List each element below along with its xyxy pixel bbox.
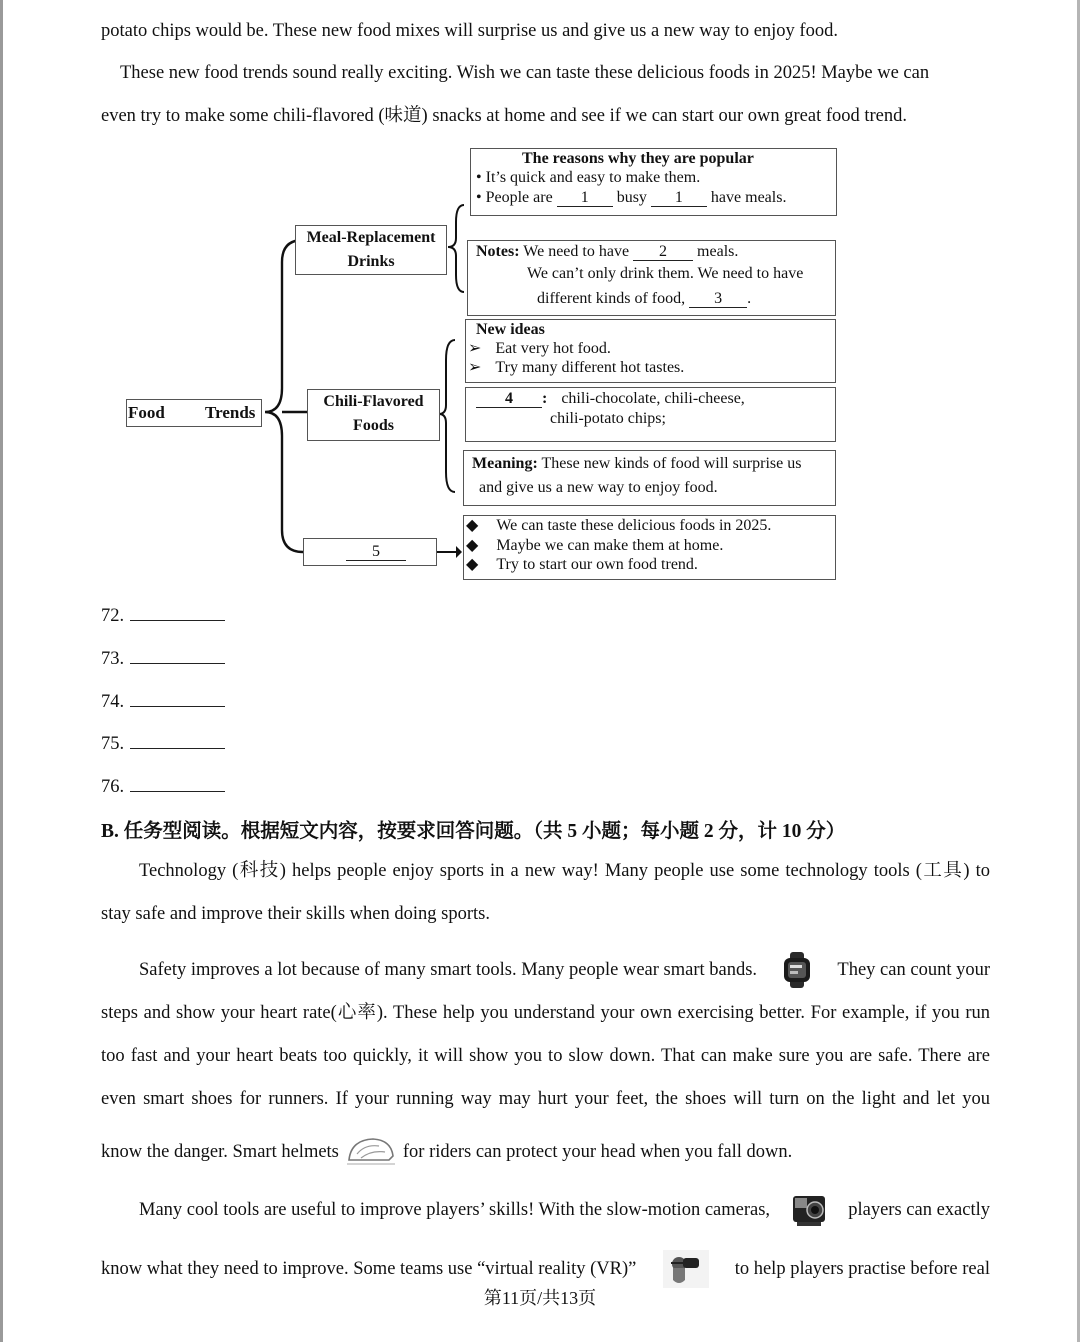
bullet-icon: •	[476, 189, 486, 206]
passage-line: even smart shoes for runners. If your running way may hurt your feet, the shoes will turn on the light and let you	[101, 1089, 990, 1109]
root-label-food: Food	[128, 403, 165, 422]
passage-line	[101, 1250, 990, 1288]
future-item: Try to start our own food trend.	[496, 556, 698, 573]
passage-text: Many cool tools are useful to improve players’ skills! With the slow-motion cameras,	[139, 1200, 771, 1220]
passage-line: even try to make some chili-flavored (味道) snacks at home and see if we can start our own great food trend.	[101, 106, 908, 126]
mix-line1: chili-chocolate, chili-cheese,	[561, 390, 745, 407]
mix-line2: chili-potato chips;	[550, 410, 666, 427]
answer-number: 74.	[101, 692, 125, 712]
passage-text: know the danger. Smart helmets	[101, 1142, 339, 1162]
chili-label-line2: Foods	[353, 417, 394, 434]
meaning-text: These new kinds of food will surprise us	[541, 455, 802, 472]
passage-line: steps and show your heart rate(心率). These help you understand your own exercising better. For example, if you run	[101, 1003, 990, 1023]
answer-line-73[interactable]	[101, 647, 225, 670]
blank-5-box	[303, 538, 437, 566]
passage-text: Safety improves a lot because of many smart tools. Many people wear smart bands.	[139, 960, 758, 980]
reason-text: busy	[616, 189, 647, 206]
notes-text: We need to have	[523, 243, 630, 260]
answer-number: 73.	[101, 649, 125, 669]
passage-line: potato chips would be. These new food mixes will surprise us and give us a new way to enjoy food.	[101, 21, 838, 41]
section-b-heading: B. 任务型阅读。根据短文内容，按要求回答问题。（共 5 小题；每小题 2 分，计 10 分）	[101, 821, 846, 842]
arrow-head	[456, 546, 462, 558]
passage-line	[139, 952, 990, 988]
notes-text: meals.	[697, 243, 739, 260]
page-number: 第11页/共13页	[483, 1288, 597, 1308]
answer-line-75[interactable]	[101, 732, 225, 755]
main-brace	[265, 240, 303, 552]
chili-brace	[439, 340, 455, 492]
mix-box	[465, 387, 836, 442]
meal-replacement-box	[295, 225, 447, 275]
reason-text: People are	[485, 189, 553, 206]
helmet-icon	[345, 1134, 397, 1170]
chili-flavored-box	[307, 389, 440, 441]
arrow-bullet-icon: ➢	[468, 340, 482, 357]
camera-icon	[791, 1192, 827, 1228]
notes-line2: We can’t only drink them. We need to have	[527, 265, 804, 282]
reason-item: It’s quick and easy to make them.	[485, 169, 701, 186]
notes-box	[467, 240, 836, 316]
reason-text: have meals.	[710, 189, 787, 206]
meaning-box	[463, 450, 836, 506]
answer-line-72[interactable]	[101, 604, 225, 627]
smart-band-icon	[779, 952, 815, 988]
answer-line-74[interactable]	[101, 690, 225, 713]
reasons-box	[470, 148, 837, 216]
root-label-trends: Trends	[205, 403, 256, 422]
diamond-bullet-icon: ◆	[466, 517, 479, 534]
chili-label-line1: Chili-Flavored	[323, 393, 424, 410]
arrow-bullet-icon: ➢	[468, 359, 482, 376]
meal-label-line1: Meal-Replacement	[306, 229, 436, 246]
notes-line3: different kinds of food,	[537, 290, 686, 307]
notes-label: Notes:	[476, 243, 520, 260]
answer-number: 76.	[101, 777, 125, 797]
passage-line: These new food trends sound really exciting. Wish we can taste these delicious foods in 2025! Maybe we can	[120, 63, 930, 83]
passage-line	[101, 1134, 792, 1170]
answer-number: 75.	[101, 734, 125, 754]
passage-line: stay safe and improve their skills when doing sports.	[101, 904, 490, 924]
mix-colon: :	[542, 390, 548, 407]
new-ideas-box	[465, 319, 836, 383]
passage-text: know what they need to improve. Some teams use “virtual reality (VR)”	[101, 1259, 637, 1279]
passage-line	[139, 1192, 990, 1228]
blank-4: 4	[476, 391, 542, 408]
meaning-line2: and give us a new way to enjoy food.	[479, 479, 718, 496]
passage-line: too fast and your heart beats too quickly, it will show you to slow down. That can make sure you are safe. There are	[101, 1046, 990, 1066]
blank-3: 3	[689, 291, 747, 308]
diamond-bullet-icon: ◆	[466, 556, 479, 573]
passage-text: players can exactly	[848, 1200, 990, 1220]
passage-text: They can count your	[837, 960, 990, 980]
meal-label-line2: Drinks	[347, 253, 395, 270]
reasons-title: The reasons why they are popular	[522, 150, 754, 167]
future-item: Maybe we can make them at home.	[496, 537, 724, 554]
future-box	[463, 515, 836, 580]
blank-2: 2	[633, 244, 693, 261]
passage-text: to help players practise before real	[734, 1259, 990, 1279]
blank-5: 5	[346, 544, 406, 561]
answer-line-76[interactable]	[101, 775, 225, 798]
vr-headset-icon	[663, 1250, 709, 1288]
blank-1b: 1	[651, 190, 707, 207]
answer-number: 72.	[101, 606, 125, 626]
diamond-bullet-icon: ◆	[466, 537, 479, 554]
passage-text: for riders can protect your head when you fall down.	[402, 1142, 793, 1162]
new-ideas-title: New ideas	[476, 321, 545, 338]
future-item: We can taste these delicious foods in 2025.	[496, 517, 772, 534]
blank-1a: 1	[557, 190, 613, 207]
passage-line: Technology (科技) helps people enjoy sports in a new way! Many people use some technology tools (工具) to	[139, 861, 990, 881]
food-trends-box	[126, 399, 262, 427]
idea-item: Eat very hot food.	[495, 340, 611, 357]
notes-end: .	[747, 290, 752, 307]
meaning-label: Meaning:	[472, 455, 538, 472]
meal-brace	[448, 205, 464, 292]
idea-item: Try many different hot tastes.	[495, 359, 685, 376]
bullet-icon: •	[476, 169, 486, 186]
